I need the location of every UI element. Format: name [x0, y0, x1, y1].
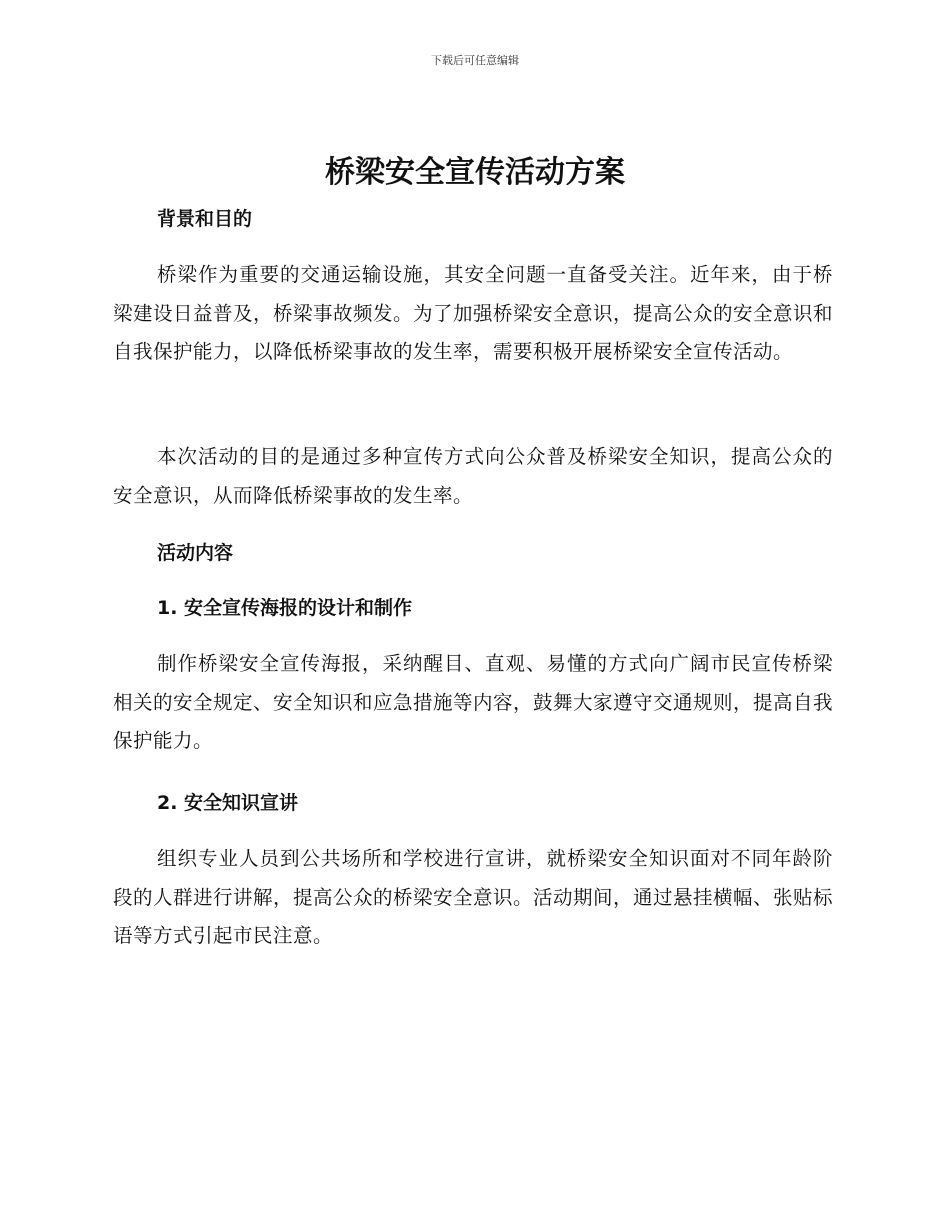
- document-title: 桥梁安全宣传活动方案: [325, 155, 625, 190]
- paragraph-background-2: 本次活动的目的是通过多种宣传方式向公众普及桥梁安全知识，提高公众的安全意识，从而降低桥梁事故的发生率。: [113, 445, 833, 507]
- paragraph-poster: 制作桥梁安全宣传海报，采纳醒目、直观、易懂的方式向广阔市民宣传桥梁相关的安全规定、安全知识和应急措施等内容，鼓舞大家遵守交通规则，提高自我保护能力。: [113, 652, 834, 752]
- section-heading-content: 活动内容: [157, 542, 234, 564]
- paragraph-background-1: 桥梁作为重要的交通运输设施，其安全问题一直备受关注。近年来，由于桥梁建设日益普及，桥梁事故频发。为了加强桥梁安全意识，提高公众的安全意识和自我保护能力，以降低桥梁事故的发生率，需要积极开展桥梁安全宣传活动。: [113, 263, 834, 363]
- page-header-note: 下载后可任意编辑: [431, 54, 519, 67]
- item-heading-poster: 1. 安全宣传海报的设计和制作: [157, 597, 413, 619]
- item-heading-lecture: 2. 安全知识宣讲: [157, 792, 299, 814]
- section-heading-background: 背景和目的: [157, 208, 253, 230]
- paragraph-lecture: 组织专业人员到公共场所和学校进行宣讲，就桥梁安全知识面对不同年龄阶段的人群进行讲解，提高公众的桥梁安全意识。活动期间，通过悬挂横幅、张贴标语等方式引起市民注意。: [113, 847, 834, 947]
